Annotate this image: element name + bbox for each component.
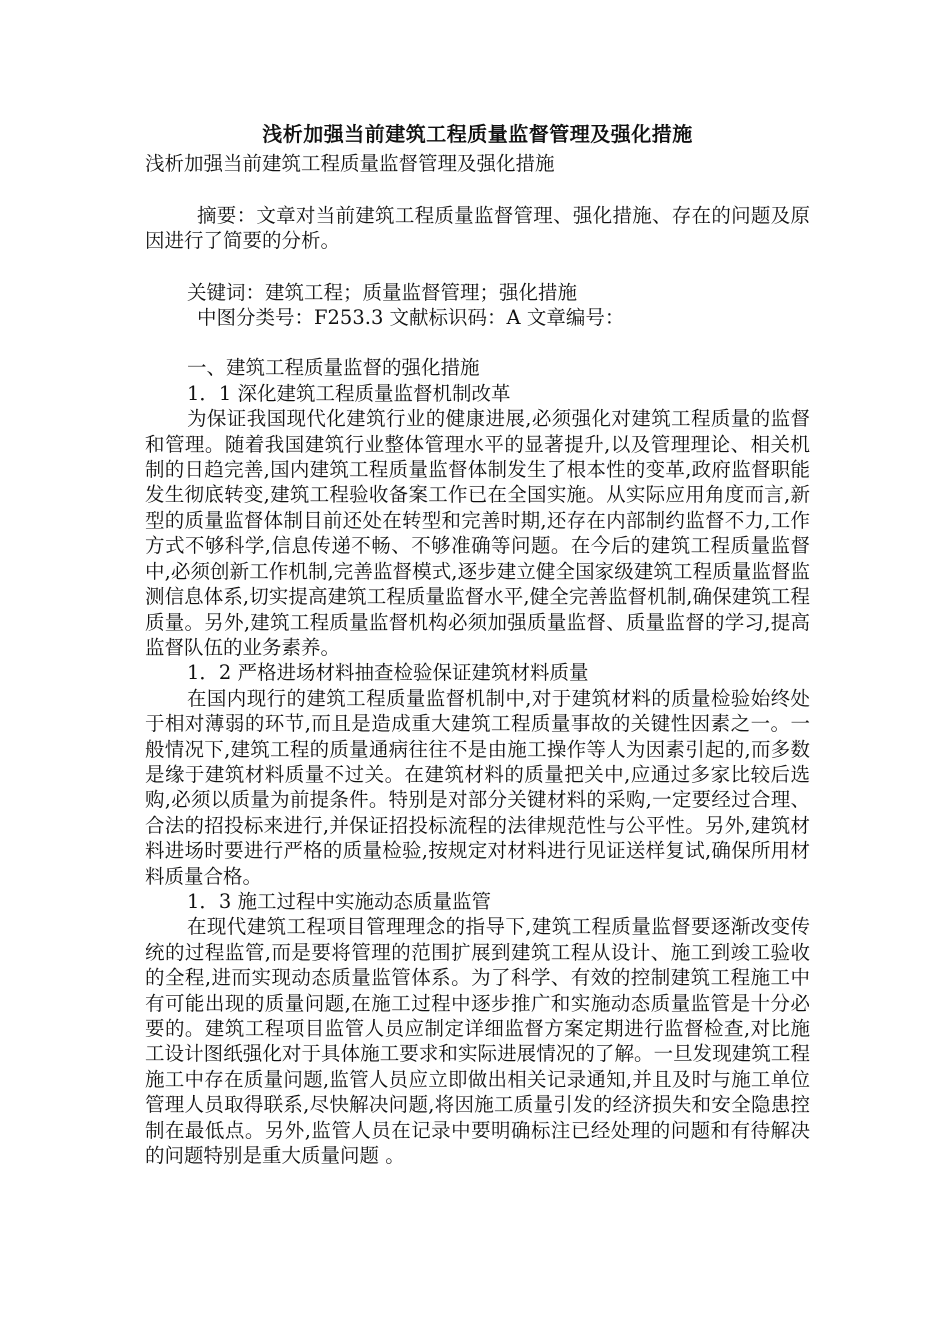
classification-line: 中图分类号：F253.3 文献标识码：A 文章编号： <box>197 306 625 330</box>
paragraph-1-3: 在现代建筑工程项目管理理念的指导下,建筑工程质量监督要逐渐改变传统的过程监管,而是要将管理的范围扩展到建筑工程从设计、施工到竣工验收的全程,进而实现动态质量监管体系。为了科学、有效的控制建筑工程施工中有可能出现的质量问题,在施工过程中逐步推广和实施动态质量监管是十分必要的。建筑工程项目监管人员应制定详细监督方案定期进行监督检查,对比施工设计图纸强化对于具体施工要求和实际进展情况的了解。一旦发现建筑工程施工中存在质量问题,监管人员应立即做出相关记录通知,并且及时与施工单位管理人员取得联系,尽快解决问题,将因施工质量引发的经济损失和安全隐患控制在最低点。另外,监管人员在记录中要明确标注已经处理的问题和有待解决的问题特别是重大质量问题 。 <box>145 915 810 1168</box>
document-subtitle: 浅析加强当前建筑工程质量监督管理及强化措施 <box>145 152 555 176</box>
subsection-heading-1-3: 1．3 施工过程中实施动态质量监管 <box>187 889 492 913</box>
document-page <box>145 122 810 1168</box>
document-title: 浅析加强当前建筑工程质量监督管理及强化措施 <box>262 122 693 146</box>
section-heading: 一、建筑工程质量监督的强化措施 <box>187 356 480 380</box>
abstract: 摘要：文章对当前建筑工程质量监督管理、强化措施、存在的问题及原因进行了简要的分析。 <box>145 203 810 253</box>
subsection-heading-1-1: 1．1 深化建筑工程质量监督机制改革 <box>187 381 511 405</box>
keywords: 关键词：建筑工程；质量监督管理；强化措施 <box>187 280 578 304</box>
paragraph-1-2: 在国内现行的建筑工程质量监督机制中,对于建筑材料的质量检验始终处于相对薄弱的环节,而且是造成重大建筑工程质量事故的关键性因素之一。一般情况下,建筑工程的质量通病往往不是由施工操作等人为因素引起的,而多数是缘于建筑材料质量不过关。在建筑材料的质量把关中,应通过多家比较后选购,必须以质量为前提条件。特别是对部分关键材料的采购,一定要经过合理、合法的招投标来进行,并保证招投标流程的法律规范性与公平性。另外,建筑材料进场时要进行严格的质量检验,按规定对材料进行见证送样复试,确保所用材料质量合格。 <box>145 686 810 888</box>
paragraph-1-1: 为保证我国现代化建筑行业的健康进展,必须强化对建筑工程质量的监督和管理。随着我国建筑行业整体管理水平的显著提升,以及管理理论、相关机制的日趋完善,国内建筑工程质量监督体制发生了根本性的变革,政府监督职能发生彻底转变,建筑工程验收备案工作已在全国实施。从实际应用角度而言,新型的质量监督体制目前还处在转型和完善时期,还存在内部制约监督不力,工作方式不够科学,信息传递不畅、不够准确等问题。在今后的建筑工程质量监督中,必须创新工作机制,完善监督模式,逐步建立健全国家级建筑工程质量监督监测信息体系,切实提高建筑工程质量监督水平,健全完善监督机制,确保建筑工程质量。另外,建筑工程质量监督机构必须加强质量监督、质量监督的学习,提高监督队伍的业务素养。 <box>145 407 810 659</box>
subsection-heading-1-2: 1．2 严格进场材料抽查检验保证建筑材料质量 <box>187 661 589 685</box>
